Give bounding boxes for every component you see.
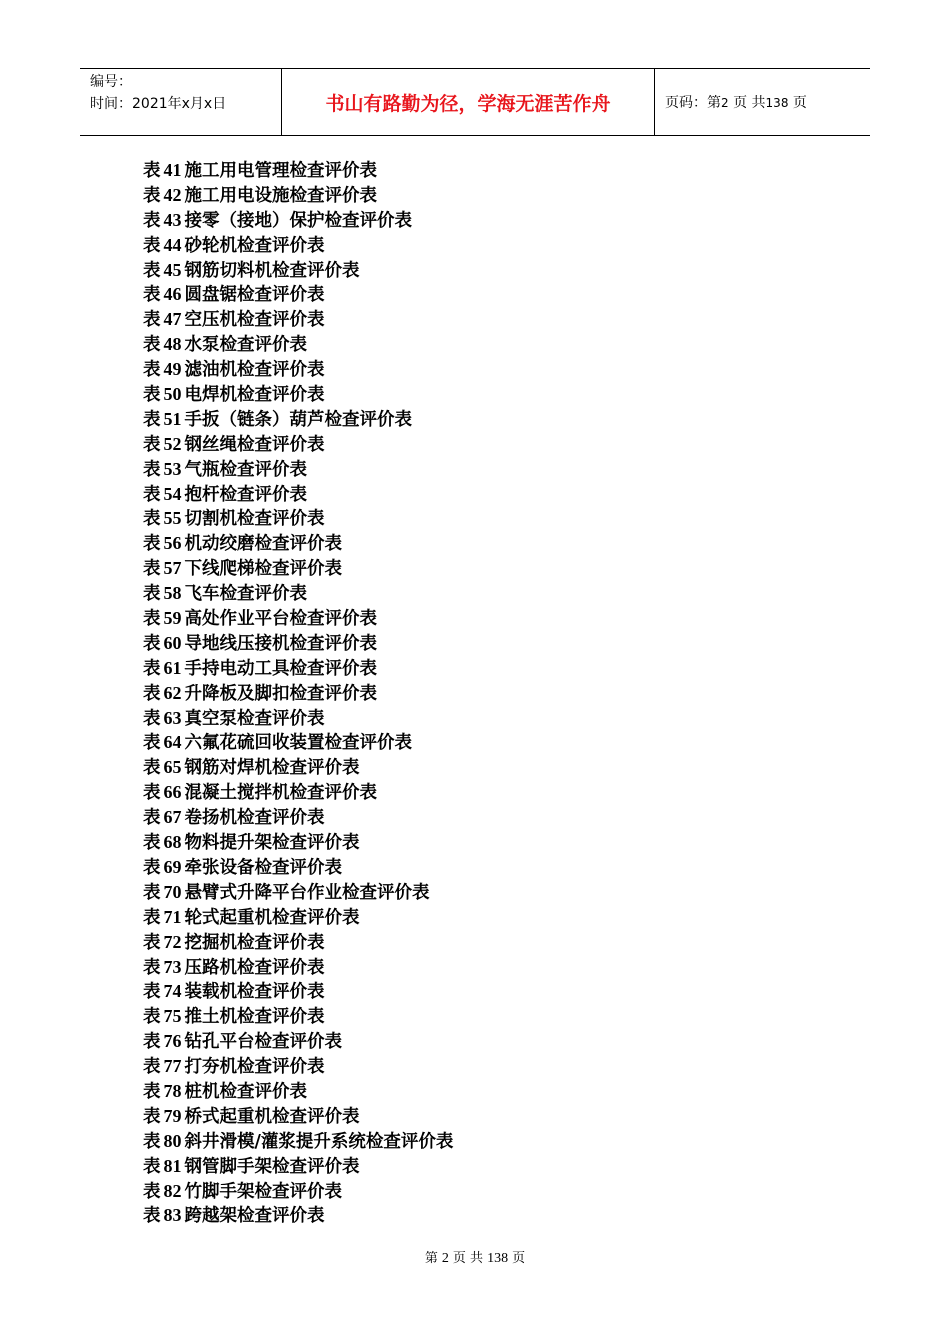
item-title: 电焊机检查评价表	[184, 385, 325, 406]
item-title: 施工用电设施检查评价表	[184, 185, 377, 206]
item-title: 竹脚手架检查评价表	[184, 1181, 342, 1202]
list-item	[143, 432, 453, 457]
item-title: 悬臂式升降平台作业检查评价表	[184, 882, 430, 903]
header-meta-cell	[80, 69, 282, 135]
item-title: 下线爬梯检查评价表	[184, 559, 342, 580]
item-title: 推土机检查评价表	[184, 1007, 325, 1028]
item-title: 水泵检查评价表	[184, 335, 307, 356]
item-number: 41	[163, 160, 182, 180]
item-number: 60	[163, 632, 182, 653]
list-item	[143, 282, 453, 307]
item-prefix: 表	[143, 982, 161, 1003]
list-item	[143, 730, 453, 755]
item-prefix: 表	[143, 609, 161, 630]
item-number: 51	[163, 408, 182, 429]
footer-current: 2	[441, 1251, 449, 1266]
item-number: 62	[163, 682, 182, 703]
list-item	[143, 407, 453, 432]
item-title: 砂轮机检查评价表	[184, 235, 325, 256]
item-title: 机动绞磨检查评价表	[184, 534, 342, 555]
item-prefix: 表	[143, 708, 161, 729]
item-title: 飞车检查评价表	[184, 584, 307, 605]
item-number: 44	[163, 234, 182, 255]
item-prefix: 表	[143, 1106, 161, 1127]
list-item	[143, 955, 453, 980]
page-footer	[0, 1247, 950, 1267]
item-title: 抱杆检查评价表	[184, 484, 307, 505]
list-item	[143, 905, 453, 930]
item-number: 82	[163, 1180, 182, 1201]
item-prefix: 表	[143, 260, 161, 281]
item-prefix: 表	[143, 1131, 161, 1152]
item-prefix: 表	[143, 833, 161, 854]
footer-mid: 页 共	[452, 1251, 484, 1266]
list-item	[143, 382, 453, 407]
item-prefix: 表	[143, 484, 161, 505]
item-title: 六氟花硫回收装置检查评价表	[184, 733, 412, 754]
item-prefix: 表	[143, 459, 161, 480]
item-prefix: 表	[143, 310, 161, 331]
item-number: 67	[163, 807, 182, 828]
list-item	[143, 780, 453, 805]
item-title: 高处作业平台检查评价表	[184, 609, 377, 630]
list-item	[143, 506, 453, 531]
item-title: 轮式起重机检查评价表	[184, 907, 360, 928]
list-item	[143, 1029, 453, 1054]
list-item	[143, 706, 453, 731]
item-prefix: 表	[143, 335, 161, 356]
item-prefix: 表	[143, 360, 161, 381]
item-number: 74	[163, 981, 182, 1002]
item-title: 斜井滑模/灌浆提升系统检查评价表	[184, 1131, 454, 1152]
item-prefix: 表	[143, 534, 161, 555]
item-title: 切割机检查评价表	[184, 509, 325, 530]
item-number: 63	[163, 707, 182, 728]
footer-suffix: 页	[512, 1251, 526, 1266]
item-title: 施工用电管理检查评价表	[184, 161, 377, 181]
list-item	[143, 183, 453, 208]
list-item	[143, 979, 453, 1004]
item-prefix: 表	[143, 857, 161, 878]
time-label: 时间：	[90, 96, 132, 112]
item-number: 48	[163, 334, 182, 355]
item-title: 桩机检查评价表	[184, 1081, 307, 1102]
item-number: 46	[163, 284, 182, 305]
item-prefix: 表	[143, 932, 161, 953]
item-title: 物料提升架检查评价表	[184, 833, 360, 854]
list-item	[143, 233, 453, 258]
item-number: 57	[163, 558, 182, 579]
list-item	[143, 755, 453, 780]
time-line	[90, 93, 281, 115]
item-number: 77	[163, 1056, 182, 1077]
item-number: 69	[163, 856, 182, 877]
item-number: 65	[163, 757, 182, 778]
item-title: 混凝土搅拌机检查评价表	[184, 783, 377, 804]
item-number: 49	[163, 359, 182, 380]
item-number: 75	[163, 1006, 182, 1027]
list-item	[143, 631, 453, 656]
item-number: 42	[163, 184, 182, 205]
list-item	[143, 830, 453, 855]
item-prefix: 表	[143, 409, 161, 430]
item-title: 打夯机检查评价表	[184, 1057, 325, 1078]
page-label: 页码：第	[665, 95, 721, 111]
item-title: 气瓶检查评价表	[184, 459, 307, 480]
list-item	[143, 482, 453, 507]
item-title: 压路机检查评价表	[184, 957, 325, 978]
item-prefix: 表	[143, 907, 161, 928]
item-prefix: 表	[143, 808, 161, 829]
list-item	[143, 1054, 453, 1079]
item-prefix: 表	[143, 658, 161, 679]
list-item	[143, 681, 453, 706]
list-item	[143, 581, 453, 606]
item-prefix: 表	[143, 559, 161, 580]
item-number: 80	[163, 1130, 182, 1151]
header-page-info	[665, 92, 807, 112]
item-prefix: 表	[143, 210, 161, 231]
list-item	[143, 606, 453, 631]
item-prefix: 表	[143, 1206, 161, 1227]
list-item	[143, 880, 453, 905]
item-prefix: 表	[143, 733, 161, 754]
item-prefix: 表	[143, 509, 161, 530]
list-item	[143, 1203, 453, 1228]
item-title: 卷扬机检查评价表	[184, 808, 325, 829]
item-prefix: 表	[143, 758, 161, 779]
item-title: 导地线压接机检查评价表	[184, 633, 377, 654]
list-item	[143, 930, 453, 955]
item-number: 66	[163, 782, 182, 803]
page-header	[80, 68, 870, 136]
list-item	[143, 307, 453, 332]
item-prefix: 表	[143, 385, 161, 406]
list-item	[143, 332, 453, 357]
item-title: 圆盘锯检查评价表	[184, 285, 325, 306]
item-number: 73	[163, 956, 182, 977]
header-motto-cell	[282, 69, 655, 135]
item-number: 54	[163, 483, 182, 504]
item-number: 70	[163, 881, 182, 902]
item-prefix: 表	[143, 235, 161, 256]
item-prefix: 表	[143, 1007, 161, 1028]
item-title: 真空泵检查评价表	[184, 708, 325, 729]
item-number: 58	[163, 583, 182, 604]
list-item	[143, 457, 453, 482]
item-prefix: 表	[143, 434, 161, 455]
item-prefix: 表	[143, 633, 161, 654]
footer-prefix: 第	[424, 1251, 438, 1266]
item-number: 76	[163, 1031, 182, 1052]
item-number: 68	[163, 832, 182, 853]
item-number: 47	[163, 309, 182, 330]
item-prefix: 表	[143, 957, 161, 978]
list-item	[143, 805, 453, 830]
item-number: 83	[163, 1205, 182, 1226]
item-prefix: 表	[143, 683, 161, 704]
item-number: 79	[163, 1105, 182, 1126]
item-prefix: 表	[143, 783, 161, 804]
item-number: 56	[163, 533, 182, 554]
item-title: 钻孔平台检查评价表	[184, 1032, 342, 1053]
item-title: 跨越架检查评价表	[184, 1206, 325, 1227]
page-mid: 页 共	[733, 95, 766, 111]
item-prefix: 表	[143, 285, 161, 306]
item-title: 牵张设备检查评价表	[184, 857, 342, 878]
code-label: 编号：	[90, 74, 132, 90]
item-title: 钢丝绳检查评价表	[184, 434, 325, 455]
item-prefix: 表	[143, 584, 161, 605]
item-number: 61	[163, 657, 182, 678]
list-item	[143, 656, 453, 681]
item-number: 81	[163, 1155, 182, 1176]
item-title: 挖掘机检查评价表	[184, 932, 325, 953]
item-number: 71	[163, 906, 182, 927]
list-item	[143, 1079, 453, 1104]
item-number: 59	[163, 608, 182, 629]
item-title: 钢筋对焊机检查评价表	[184, 758, 360, 779]
item-title: 接零（接地）保护检查评价表	[184, 210, 412, 231]
item-title: 滤油机检查评价表	[184, 360, 325, 381]
item-prefix: 表	[143, 1156, 161, 1177]
item-number: 53	[163, 458, 182, 479]
item-title: 升降板及脚扣检查评价表	[184, 683, 377, 704]
list-item	[143, 855, 453, 880]
item-title: 桥式起重机检查评价表	[184, 1106, 360, 1127]
list-item	[143, 1154, 453, 1179]
item-number: 50	[163, 384, 182, 405]
item-prefix: 表	[143, 161, 161, 181]
page-suffix: 页	[792, 95, 807, 111]
page-total: 138	[765, 96, 789, 110]
list-item	[143, 357, 453, 382]
item-prefix: 表	[143, 1081, 161, 1102]
item-number: 52	[163, 433, 182, 454]
list-item	[143, 158, 453, 183]
motto: 书山有路勤为径，学海无涯苦作舟	[325, 92, 611, 115]
list-item	[143, 208, 453, 233]
item-prefix: 表	[143, 1057, 161, 1078]
item-prefix: 表	[143, 1032, 161, 1053]
list-item	[143, 1004, 453, 1029]
item-title: 装载机检查评价表	[184, 982, 325, 1003]
item-prefix: 表	[143, 1181, 161, 1202]
table-of-contents	[143, 158, 453, 1228]
item-prefix: 表	[143, 882, 161, 903]
item-number: 78	[163, 1080, 182, 1101]
item-title: 钢筋切料机检查评价表	[184, 260, 360, 281]
item-number: 45	[163, 259, 182, 280]
item-title: 空压机检查评价表	[184, 310, 325, 331]
list-item	[143, 1129, 453, 1154]
list-item	[143, 556, 453, 581]
time-value: 2021年x月x日	[132, 96, 227, 112]
item-title: 手持电动工具检查评价表	[184, 658, 377, 679]
item-number: 72	[163, 931, 182, 952]
footer-total: 138	[487, 1251, 509, 1266]
list-item	[143, 1104, 453, 1129]
item-number: 64	[163, 732, 182, 753]
item-prefix: 表	[143, 185, 161, 206]
item-number: 55	[163, 508, 182, 529]
item-title: 手扳（链条）葫芦检查评价表	[184, 409, 412, 430]
list-item	[143, 1179, 453, 1204]
list-item	[143, 258, 453, 283]
page-current: 2	[721, 96, 729, 110]
item-title: 钢管脚手架检查评价表	[184, 1156, 360, 1177]
item-number: 43	[163, 209, 182, 230]
header-page-cell	[655, 69, 870, 135]
list-item	[143, 531, 453, 556]
